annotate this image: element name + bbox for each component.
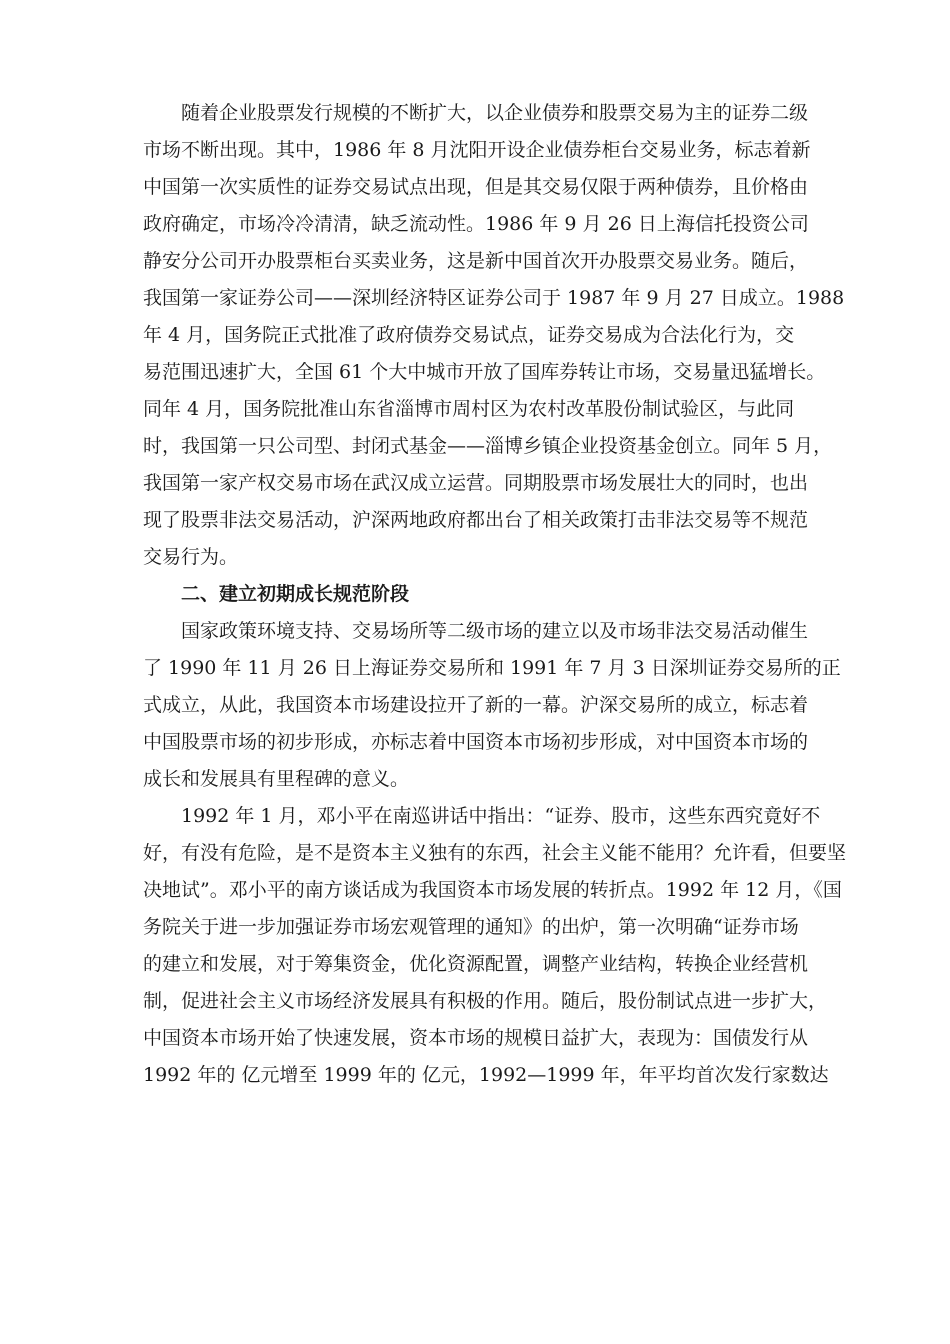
paragraph-2	[143, 613, 841, 798]
text-line: 成长和发展具有里程碑的意义。	[143, 768, 410, 790]
text-line: 年 4 月，国务院正式批准了政府债券交易试点，证券交易成为合法化行为，交	[143, 324, 795, 346]
text-line: 1992 年 1 月，邓小平在南巡讲话中指出：“证券、股市，这些东西究竟好不	[181, 805, 821, 827]
document-body	[143, 95, 847, 1094]
text-line: 随着企业股票发行规模的不断扩大，以企业债券和股票交易为主的证券二级	[181, 102, 809, 124]
text-line: 市场不断出现。其中，1986 年 8 月沈阳开设企业债券柜台交易业务，标志着新	[143, 139, 811, 161]
section-heading: 二、建立初期成长规范阶段	[181, 583, 410, 605]
text-line: 务院关于进一步加强证券市场宏观管理的通知》的出炉，第一次明确“证券市场	[143, 916, 799, 938]
text-line: 的建立和发展，对于筹集资金，优化资源配置，调整产业结构，转换企业经营机	[143, 953, 809, 975]
text-line: 我国第一家证券公司——深圳经济特区证券公司于 1987 年 9 月 27 日成立。1988	[143, 287, 845, 309]
text-line: 国家政策环境支持、交易场所等二级市场的建立以及市场非法交易活动催生	[181, 620, 809, 642]
text-line: 时，我国第一只公司型、封闭式基金——淄博乡镇企业投资基金创立。同年 5 月，	[143, 435, 833, 457]
text-line: 决地试”。邓小平的南方谈话成为我国资本市场发展的转折点。1992 年 12 月，《国	[143, 879, 842, 901]
text-line: 式成立，从此，我国资本市场建设拉开了新的一幕。沪深交易所的成立，标志着	[143, 694, 809, 716]
text-line: 中国资本市场开始了快速发展，资本市场的规模日益扩大，表现为：国债发行从	[143, 1027, 809, 1049]
text-line: 交易行为。	[143, 546, 239, 568]
text-line: 现了股票非法交易活动，沪深两地政府都出台了相关政策打击非法交易等不规范	[143, 509, 809, 531]
text-line: 同年 4 月，国务院批准山东省淄博市周村区为农村改革股份制试验区，与此同	[143, 398, 795, 420]
text-line: 政府确定，市场冷冷清清，缺乏流动性。1986 年 9 月 26 日上海信托投资公司	[143, 213, 809, 235]
text-line: 静安分公司开办股票柜台买卖业务，这是新中国首次开办股票交易业务。随后，	[143, 250, 809, 272]
text-line: 我国第一家产权交易市场在武汉成立运营。同期股票市场发展壮大的同时，也出	[143, 472, 809, 494]
paragraph-1	[143, 95, 845, 576]
paragraph-3	[143, 798, 847, 1094]
text-line: 了 1990 年 11 月 26 日上海证券交易所和 1991 年 7 月 3 日深圳证券交易所的正	[143, 657, 841, 679]
text-line: 1992 年的 亿元增至 1999 年的 亿元，1992—1999 年，年平均首次发行家数达	[143, 1064, 829, 1086]
text-line: 中国股票市场的初步形成，亦标志着中国资本市场初步形成，对中国资本市场的	[143, 731, 809, 753]
text-line: 好，有没有危险，是不是资本主义独有的东西，社会主义能不能用？允许看，但要坚	[143, 842, 847, 864]
text-line: 制，促进社会主义市场经济发展具有积极的作用。随后，股份制试点进一步扩大，	[143, 990, 828, 1012]
text-line: 中国第一次实质性的证券交易试点出现，但是其交易仅限于两种债券，且价格由	[143, 176, 809, 198]
text-line: 易范围迅速扩大，全国 61 个大中城市开放了国库券转让市场，交易量迅猛增长。	[143, 361, 826, 383]
